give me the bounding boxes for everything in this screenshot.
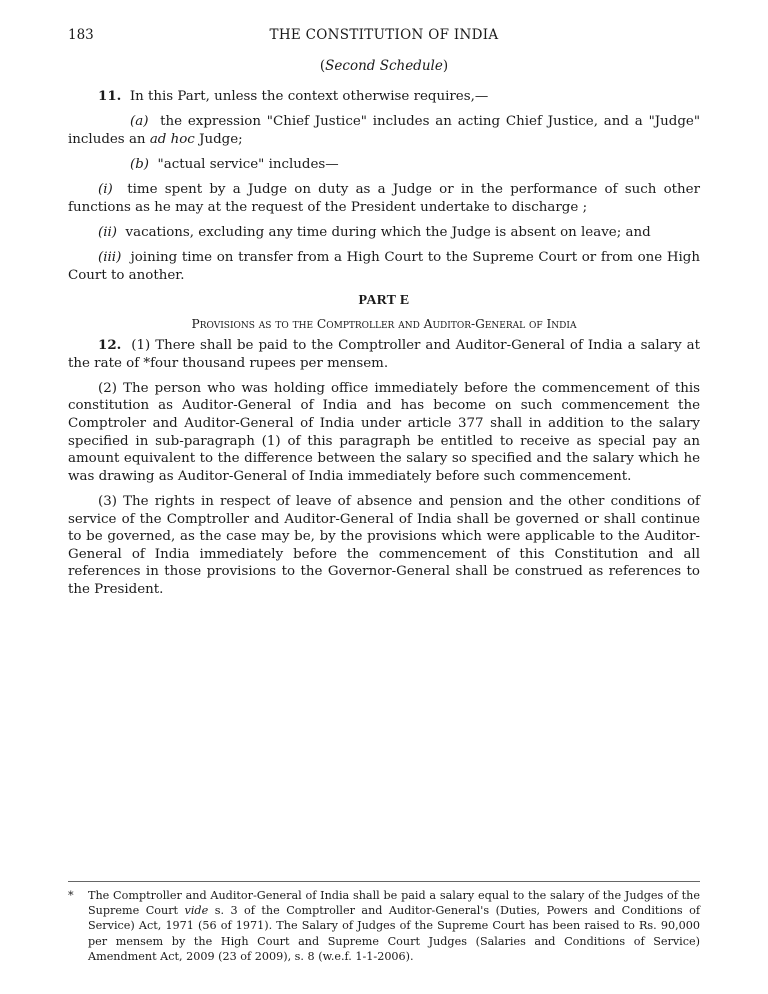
clause-mark: (i) [98,182,113,198]
page-header [68,27,700,47]
paragraph-text: (1) There shall be paid to the Comptroller and Auditor-General of India a salary at the rate of *four thousand rupees per mensem. [68,338,700,371]
paragraph-12-2: (2) The person who was holding office immediately before the commencement of this constitution as Auditor-General of India and has become on such commencement the Comptroler and Auditor-General of India under article 377 shall in addition to the salary specified in sub-paragraph (1) of this paragraph be entitled to receive as special pay an amount equivalent to the difference between the salary so specified and the salary which he was drawing as Auditor-General of India immediately before such commencement. [68,380,700,484]
clause-text: Judge; [199,131,243,147]
part-subheading: Provisions as to the Comptroller and Auditor-General of India [191,316,577,331]
footnote-mark: * [68,889,74,902]
clause-text: the expression "Chief Justice" includes an acting Chief Justice, and a "Judge" includes an [68,114,700,147]
footnote-text [88,888,700,964]
sub-clause-iii [68,249,700,284]
sub-clause-ii [68,224,700,242]
clause-mark: (a) [130,114,149,130]
footnote-text-part: The Comptroller and Auditor-General of India shall be paid a salary equal to the salary of the Judges of the Supreme Court [88,889,700,918]
clause-text: "actual service" includes— [157,156,339,172]
footnote-italic-text: vide [184,904,209,918]
paragraph-text: In this Part, unless the context otherwise requires,— [129,89,489,104]
footnote-divider [68,881,700,882]
running-title: THE CONSTITUTION OF INDIA [269,27,499,43]
footnote-text-part: s. 3 of the Comptroller and Auditor-General's (Duties, Powers and Conditions of Service) Act, 1971 (56 of 1971). The Salary of Judges of the Supreme Court has been raised to Rs. 90,000 per mensem by the High Court and Supreme Court Judges (Salaries and Conditions of Service) Amendment Act, 2009 (23 of 2009), s. 8 (w.e.f. 1-1-2006). [88,904,700,963]
body-text [68,88,700,606]
clause-mark: (iii) [98,250,122,266]
clause-text: time spent by a Judge on duty as a Judge or in the performance of such other functions as he may at the request of the President undertake to discharge ; [68,182,701,215]
clause-b [68,156,700,174]
schedule-name: Second Schedule [325,58,443,74]
part-heading: PART E [358,292,410,308]
sub-clause-i [68,181,700,216]
clause-mark: (b) [130,156,150,172]
paragraph-11-intro [68,88,700,106]
paragraph-12-3: (3) The rights in respect of leave of absence and pension and the other conditions of service of the Comptroller and Auditor-General of India shall be governed or shall continue to be governed, as the case may be, by the provisions which were applicable to the Auditor-General of India immediately before the commencement of this Constitution and all references in those provisions to the Governor-General shall be construed as references to the President. [68,494,700,597]
footnote [68,888,700,964]
paragraph-number: 11. [98,88,122,104]
schedule-label: (Second Schedule) [319,58,449,74]
clause-mark: (ii) [98,224,118,240]
clause-a [68,113,700,148]
clause-italic-text: ad hoc [149,131,195,147]
paragraph-12-1 [68,337,700,372]
clause-text: vacations, excluding any time during which the Judge is absent on leave; and [125,224,651,240]
page-number: 183 [68,27,94,43]
clause-text: joining time on transfer from a High Court to the Supreme Court or from one High Court to another. [68,250,700,283]
paragraph-number: 12. [98,337,122,354]
